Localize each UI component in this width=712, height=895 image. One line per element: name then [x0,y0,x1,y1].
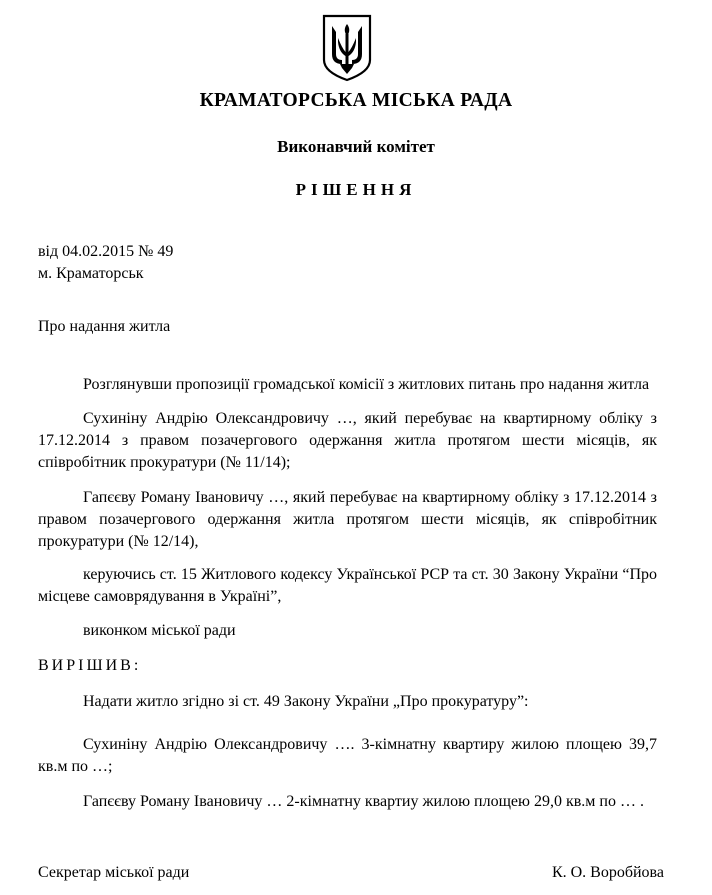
decision-item-3: Гапєєву Роману Івановичу … 2-кімнатну квартиу жилою площею 29,0 кв.м по … . [83,793,644,810]
city-line: м. Краматорськ [38,265,144,282]
signature-position: Секретар міської ради [38,864,190,881]
paragraph-consideration: Розглянувши пропозиції громадської комісії з житлових питань про надання житла [83,376,650,393]
decision-item-2: Сухиніну Андрію Олександровичу …. 3-кімнатну квартиру жилою площею 39,7 кв.м по …; [38,736,657,775]
resolved-heading: ВИРІШИВ: [38,657,142,674]
paragraph-applicant-2: Гапєєву Роману Івановичу …, який перебуває на квартирному обліку з 17.12.2014 з правом позачергового одержання житла протягом шести місяців, як співробітник прокуратури (№ 12/14), [38,489,657,550]
paragraph-executive-committee: виконком міської ради [83,622,236,639]
date-number-line: від 04.02.2015 № 49 [38,243,174,260]
decision-item-1: Надати житло згідно зі ст. 49 Закону України „Про прокуратуру”: [83,693,529,710]
signature-name: К. О. Воробйова [551,864,664,881]
decision-title: РІШЕННЯ [295,180,417,199]
trident-emblem [322,14,372,82]
paragraph-applicant-1: Сухиніну Андрію Олександровичу …, який перебуває на квартирному обліку з 17.12.2014 з правом позачергового одержання житла протягом шести місяців, як співробітник прокуратури (№ 11/14); [38,410,657,471]
subject-line: Про надання житла [38,318,171,335]
council-title: КРАМАТОРСЬКА МІСЬКА РАДА [199,90,513,111]
committee-title: Виконавчий комітет [277,137,435,156]
paragraph-legal-basis: керуючись ст. 15 Житлового кодексу Української РСР та ст. 30 Закону України “Про місцеве самоврядування в Україні”, [38,566,657,605]
